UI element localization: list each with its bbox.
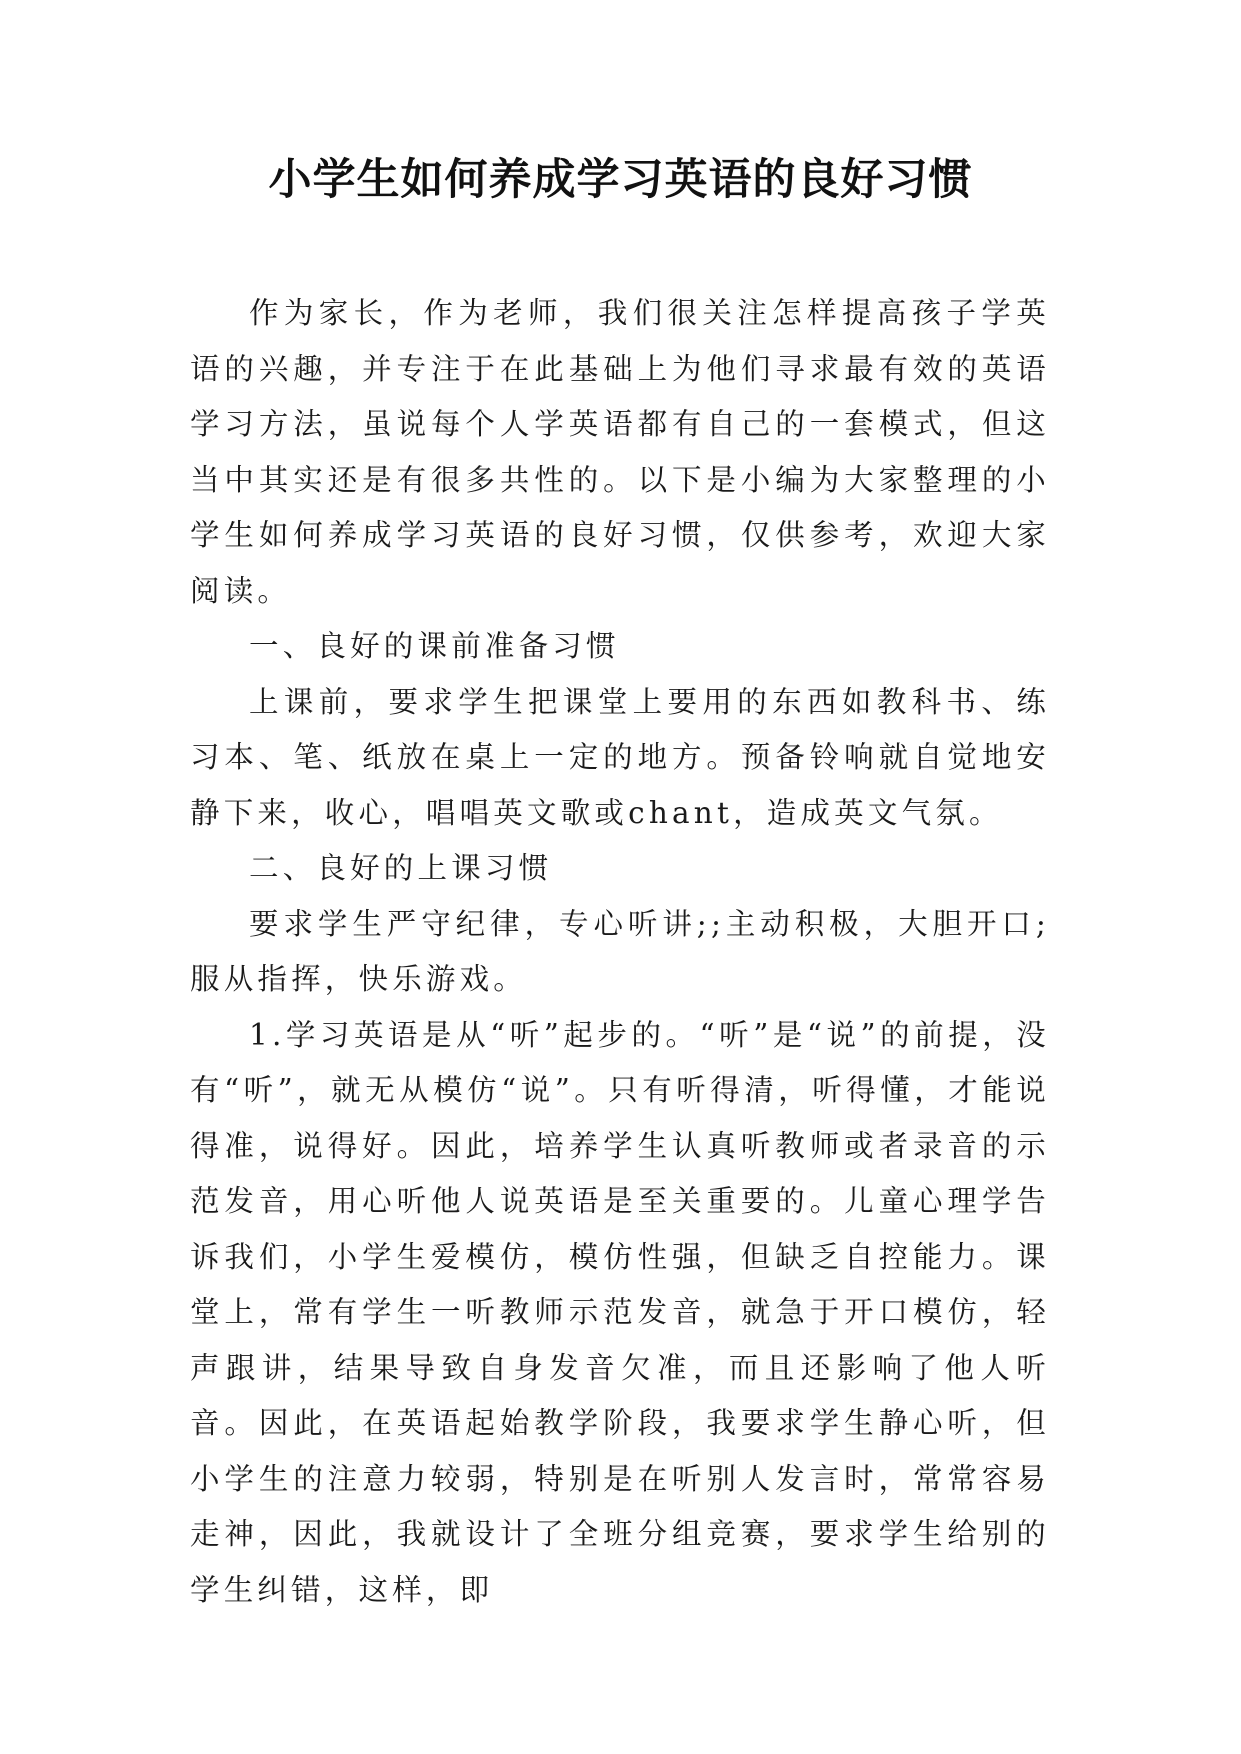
paragraph-point-1: 1.学习英语是从“听”起步的。“听”是“说”的前提，没有“听”，就无从模仿“说”。只有听得清，听得懂，才能说得准，说得好。因此，培养学生认真听教师或者录音的示范发音，用心听他人说英语是至关重要的。儿童心理学告诉我们，小学生爱模仿，模仿性强，但缺乏自控能力。课堂上，常有学生一听教师示范发音，就急于开口模仿，轻声跟讲，结果导致自身发音欠准，而且还影响了他人听音。因此，在英语起始教学阶段，我要求学生静心听，但小学生的注意力较弱，特别是在听别人发言时，常常容易走神，因此，我就设计了全班分组竞赛，要求学生给别的学生纠错，这样，即 <box>190 1017 1050 1607</box>
paragraph-section-1: 上课前，要求学生把课堂上要用的东西如教科书、练习本、笔、纸放在桌上一定的地方。预备铃响就自觉地安静下来，收心，唱唱英文歌或chant，造成英文气氛。 <box>190 684 1050 830</box>
paragraph-intro: 作为家长，作为老师，我们很关注怎样提高孩子学英语的兴趣，并专注于在此基础上为他们寻求最有效的英语学习方法，虽说每个人学英语都有自己的一套模式，但这当中其实还是有很多共性的。以下是小编为大家整理的小学生如何养成学习英语的良好习惯，仅供参考，欢迎大家阅读。 <box>190 296 1050 608</box>
paragraph-section-2: 要求学生严守纪律，专心听讲;;主动积极，大胆开口;服从指挥，快乐游戏。 <box>190 906 1050 996</box>
document-body <box>190 286 1050 1618</box>
section-heading-2: 二、良好的上课习惯 <box>249 851 553 885</box>
document-title: 小学生如何养成学习英语的良好习惯 <box>268 155 973 205</box>
section-heading-1: 一、良好的课前准备习惯 <box>249 629 620 663</box>
